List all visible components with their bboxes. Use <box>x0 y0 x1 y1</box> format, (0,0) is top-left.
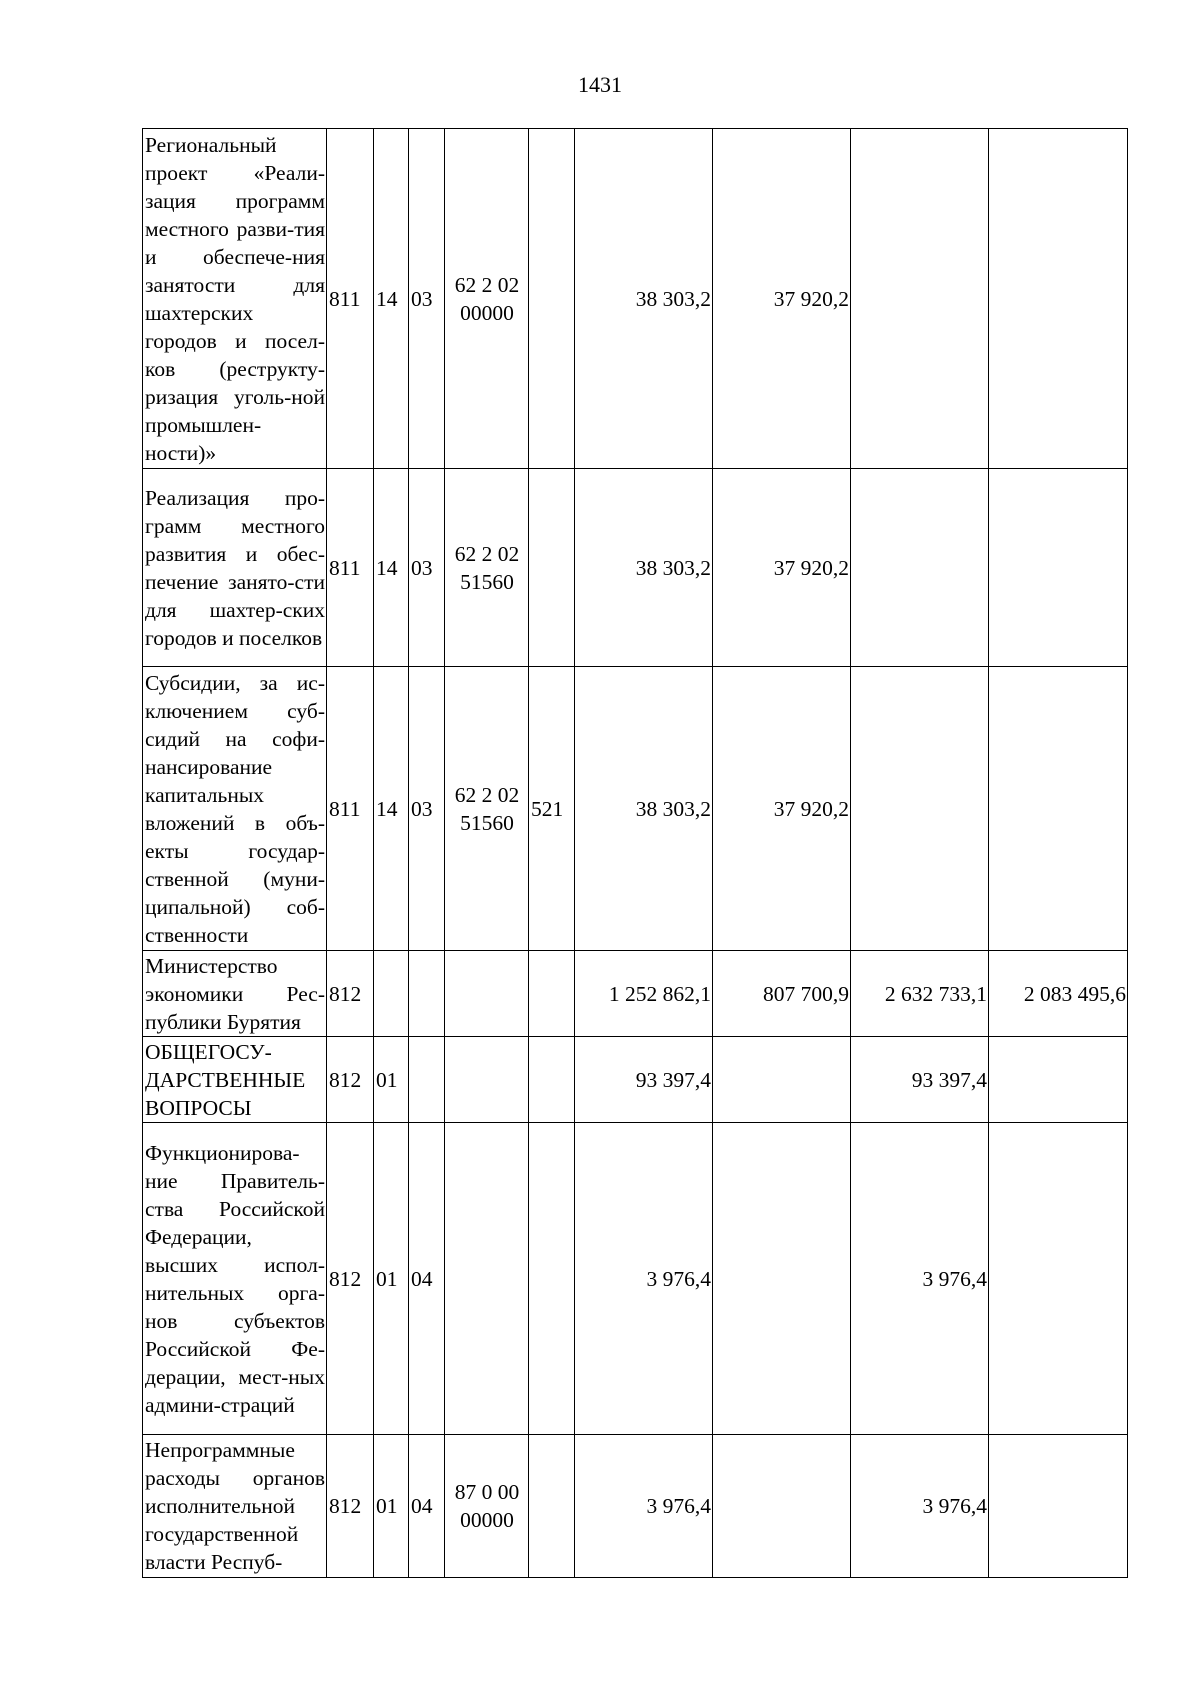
target-article-code: 62 2 02 51560 <box>445 469 529 667</box>
amount-1: 38 303,2 <box>575 667 713 951</box>
amount-1: 3 976,4 <box>575 1435 713 1578</box>
amount-2: 37 920,2 <box>713 129 851 469</box>
row-name: Региональный проект «Реали-зация программ местного разви-тия и обеспече-ния занятости для шахтерских городов и посел-ков (реструкту-ризация уголь-ной промышлен-ности)» <box>143 129 327 469</box>
target-article-code <box>445 1037 529 1123</box>
amount-1: 38 303,2 <box>575 129 713 469</box>
table-row <box>143 667 1128 951</box>
amount-2: 37 920,2 <box>713 667 851 951</box>
row-name: Реализация про-грамм местного развития и обес-печение занято-сти для шахтер-ских городов и поселков <box>143 469 327 667</box>
target-article-code: 62 2 02 51560 <box>445 667 529 951</box>
amount-3 <box>851 129 989 469</box>
table-row <box>143 1037 1128 1123</box>
grbs-code: 812 <box>327 1435 374 1578</box>
row-name: Функционирова-ние Правитель-ства Российской Федерации, высших испол-нительных орга-нов субъектов Российской Фе-дерации, мест-ных админи-страций <box>143 1123 327 1435</box>
expense-type-code <box>529 1123 575 1435</box>
budget-table <box>142 128 1128 1578</box>
section-code: 14 <box>374 129 409 469</box>
amount-1: 38 303,2 <box>575 469 713 667</box>
grbs-code: 812 <box>327 951 374 1037</box>
amount-1: 1 252 862,1 <box>575 951 713 1037</box>
expense-type-code <box>529 1037 575 1123</box>
target-article-code <box>445 1123 529 1435</box>
amount-3: 3 976,4 <box>851 1435 989 1578</box>
amount-3: 2 632 733,1 <box>851 951 989 1037</box>
table-row <box>143 1435 1128 1578</box>
amount-4 <box>989 1123 1128 1435</box>
amount-2 <box>713 1123 851 1435</box>
grbs-code: 811 <box>327 129 374 469</box>
row-name: Субсидии, за ис-ключением суб-сидий на софи-нансирование капитальных вложений в объ-екты государ-ственной (муни-ципальной) соб-ственности <box>143 667 327 951</box>
subsection-code: 03 <box>409 469 445 667</box>
section-code <box>374 951 409 1037</box>
target-article-code <box>445 951 529 1037</box>
section-code: 14 <box>374 667 409 951</box>
amount-2: 807 700,9 <box>713 951 851 1037</box>
table-row <box>143 1123 1128 1435</box>
subsection-code: 04 <box>409 1123 445 1435</box>
section-code: 01 <box>374 1435 409 1578</box>
row-name: Непрограммные расходы органов исполнительной государственной власти Респуб- <box>143 1435 327 1578</box>
amount-4 <box>989 1435 1128 1578</box>
subsection-code: 04 <box>409 1435 445 1578</box>
subsection-code <box>409 951 445 1037</box>
amount-3 <box>851 469 989 667</box>
amount-4 <box>989 1037 1128 1123</box>
grbs-code: 811 <box>327 469 374 667</box>
target-article-code: 87 0 00 00000 <box>445 1435 529 1578</box>
page-number: 1431 <box>578 72 622 97</box>
section-code: 01 <box>374 1037 409 1123</box>
amount-4 <box>989 129 1128 469</box>
grbs-code: 811 <box>327 667 374 951</box>
grbs-code: 812 <box>327 1037 374 1123</box>
amount-4 <box>989 469 1128 667</box>
expense-type-code <box>529 469 575 667</box>
amount-3: 3 976,4 <box>851 1123 989 1435</box>
amount-4 <box>989 667 1128 951</box>
table-row <box>143 129 1128 469</box>
expense-type-code <box>529 951 575 1037</box>
subsection-code <box>409 1037 445 1123</box>
subsection-code: 03 <box>409 129 445 469</box>
section-code: 14 <box>374 469 409 667</box>
amount-3 <box>851 667 989 951</box>
subsection-code: 03 <box>409 667 445 951</box>
amount-1: 3 976,4 <box>575 1123 713 1435</box>
amount-2: 37 920,2 <box>713 469 851 667</box>
expense-type-code <box>529 1435 575 1578</box>
grbs-code: 812 <box>327 1123 374 1435</box>
expense-type-code: 521 <box>529 667 575 951</box>
table-row <box>143 469 1128 667</box>
amount-2 <box>713 1435 851 1578</box>
section-code: 01 <box>374 1123 409 1435</box>
amount-2 <box>713 1037 851 1123</box>
expense-type-code <box>529 129 575 469</box>
amount-3: 93 397,4 <box>851 1037 989 1123</box>
target-article-code: 62 2 02 00000 <box>445 129 529 469</box>
table-row <box>143 951 1128 1037</box>
amount-4: 2 083 495,6 <box>989 951 1128 1037</box>
row-name: ОБЩЕГОСУ-ДАРСТВЕННЫЕ ВОПРОСЫ <box>143 1037 327 1123</box>
amount-1: 93 397,4 <box>575 1037 713 1123</box>
row-name: Министерство экономики Рес-публики Бурятия <box>143 951 327 1037</box>
